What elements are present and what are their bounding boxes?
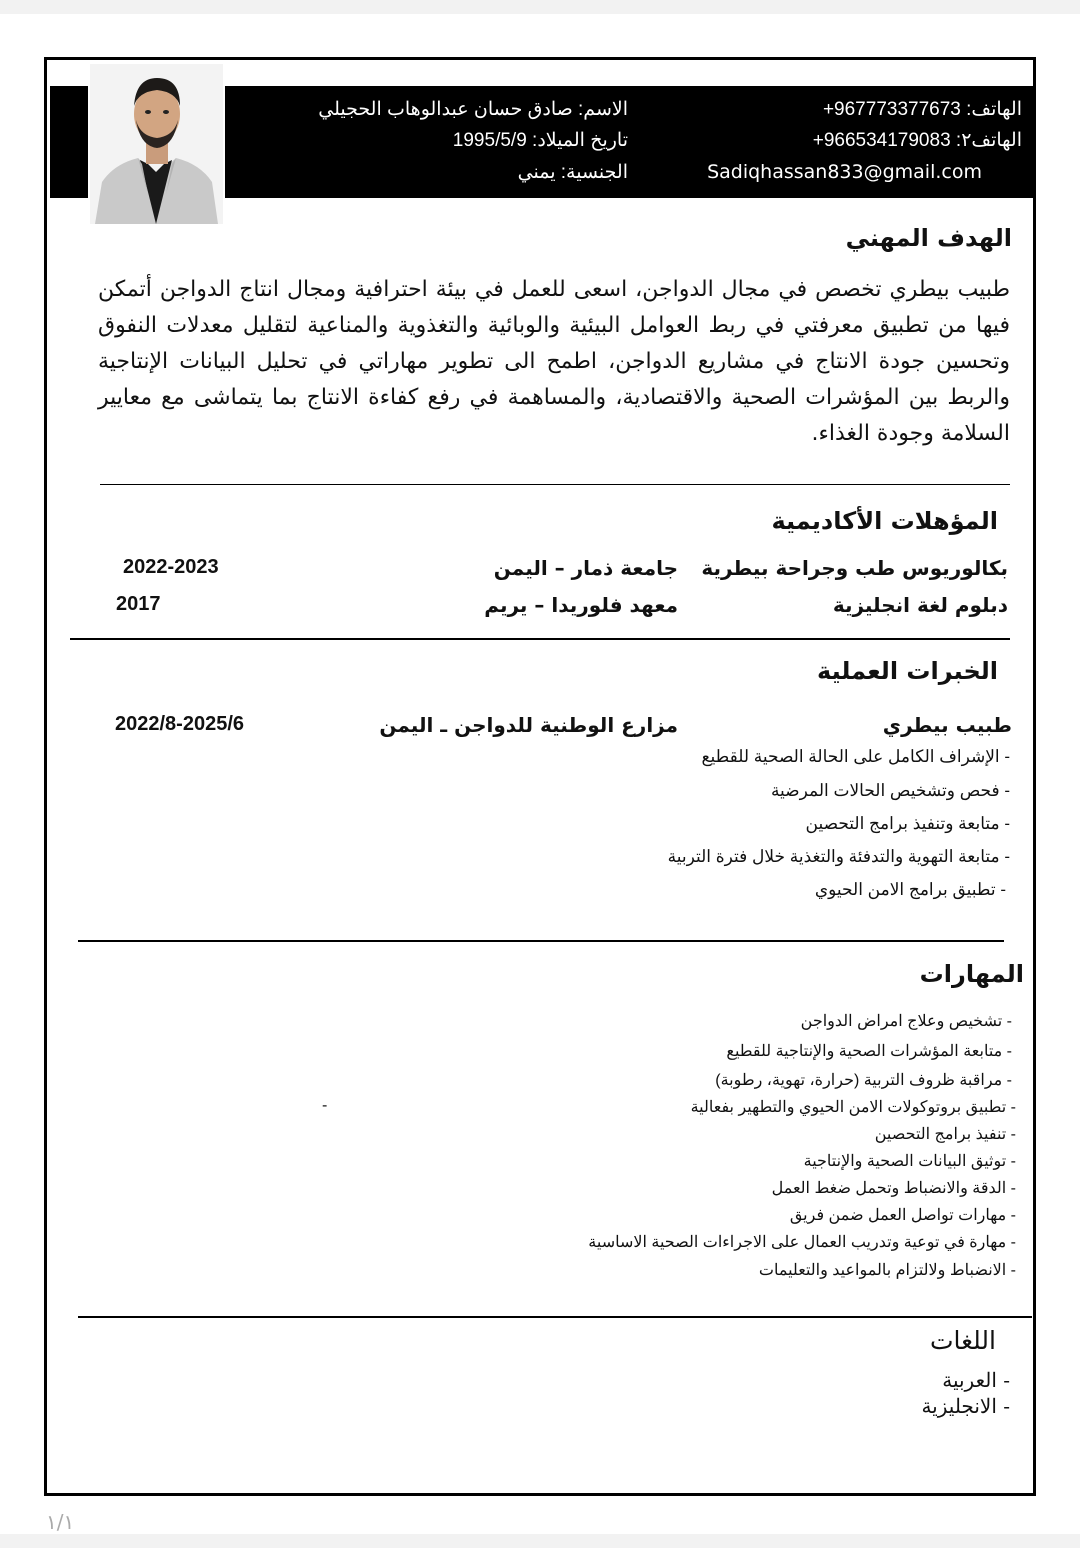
divider-4 — [78, 1316, 1032, 1318]
dob-value: 1995/5/9 — [452, 130, 527, 151]
experience-duty-5: - تطبيق برامج الامن الحيوي — [814, 880, 1006, 899]
divider-2 — [70, 638, 1010, 640]
name-line — [318, 98, 628, 121]
phone2-line — [813, 129, 1022, 152]
name-label: الاسم: — [578, 99, 628, 120]
experience-duty-4: - متابعة التهوية والتدفئة والتغذية خلال فترة التربية — [667, 847, 1010, 866]
nationality-line — [518, 161, 628, 184]
skill-item-5: - تنفيذ برامج التحصين — [874, 1126, 1016, 1143]
education-degree-2: دبلوم لغة انجليزية — [832, 593, 1008, 617]
objective-heading: الهدف المهني — [845, 224, 1012, 252]
phone1-label: الهاتف: — [966, 99, 1022, 120]
portrait-illustration — [90, 64, 223, 224]
phone2-value: +966534179083 — [812, 130, 951, 151]
divider-1 — [100, 484, 1010, 485]
name-value: صادق حسان عبدالوهاب الحجيلي — [318, 99, 573, 120]
dob-line — [453, 129, 628, 152]
phone1-line — [823, 98, 1022, 121]
language-item-2: - الانجليزية — [921, 1394, 1010, 1418]
divider-3 — [78, 940, 1004, 942]
page-number: ١/١ — [46, 1510, 75, 1534]
objective-text: طبيب بيطري تخصص في مجال الدواجن، اسعى للعمل في بيئة احترافية ومجال انتاج الدواجن أتمكن فيها من تطبيق معرفتي في ربط العوامل البيئية والوبائية والتغذوية والمناعية لتقليل معدلات النفوق وتحسين جودة الانتاج في مشاريع الدواجن، اطمح الى تطوير مهاراتي في تحليل البيانات الإنتاجية والربط بين المؤشرات الصحية والاقتصادية، والمساهمة في رفع كفاءة الانتاج بما يتماشى مع معايير السلامة وجودة الغذاء. — [98, 277, 1010, 446]
skill-item-3: - مراقبة ظروف التربية (حرارة، تهوية، رطوبة) — [715, 1072, 1012, 1089]
skill-item-7: - الدقة والانضباط وتحمل ضغط العمل — [771, 1180, 1016, 1197]
skill-item-9: - مهارة في توعية وتدريب العمال على الاجراءات الصحية الاساسية — [588, 1234, 1016, 1251]
skill-stray-mark: - — [322, 1097, 328, 1114]
dob-label: تاريخ الميلاد: — [532, 130, 628, 151]
profile-photo — [90, 64, 223, 224]
experience-heading: الخبرات العملية — [817, 657, 998, 685]
experience-company: مزارع الوطنية للدواجن ـ اليمن — [379, 713, 678, 737]
phone2-label: الهاتف٢: — [955, 130, 1022, 151]
experience-title: طبيب بيطري — [882, 713, 1012, 737]
education-heading: المؤهلات الأكاديمية — [771, 507, 998, 535]
phone1-value: +967773377673 — [822, 99, 961, 120]
experience-duty-2: - فحص وتشخيص الحالات المرضية — [770, 781, 1010, 800]
skills-heading: المهارات — [919, 960, 1024, 988]
language-item-1: - العربية — [942, 1368, 1010, 1392]
skill-item-6: - توثيق البيانات الصحية والإنتاجية — [803, 1153, 1016, 1170]
skill-item-4: - تطبيق بروتوكولات الامن الحيوي والتطهير بفعالية — [690, 1099, 1016, 1116]
nationality-label: الجنسية: — [560, 162, 628, 183]
languages-heading: اللغات — [929, 1326, 996, 1355]
skill-item-8: - مهارات تواصل العمل ضمن فريق — [789, 1207, 1016, 1224]
education-institution-1: جامعة ذمار – اليمن — [493, 556, 678, 580]
experience-period: 2022/8-2025/6 — [115, 713, 245, 735]
experience-duty-3: - متابعة وتنفيذ برامج التحصين — [805, 814, 1010, 833]
skill-item-2: - متابعة المؤشرات الصحية والإنتاجية للقطيع — [726, 1043, 1012, 1060]
education-institution-2: معهد فلوريدا – يريم — [484, 593, 678, 617]
education-degree-1: بكالوريوس طب وجراحة بيطرية — [701, 556, 1008, 580]
experience-duty-1: - الإشراف الكامل على الحالة الصحية للقطيع — [701, 747, 1010, 766]
skill-item-10: - الانضباط ولالتزام بالمواعيد والتعليمات — [758, 1262, 1016, 1279]
nationality-value: يمني — [517, 162, 556, 183]
email-text: Sadiqhassan833@gmail.com — [707, 161, 982, 183]
education-years-1: 2022-2023 — [123, 556, 219, 578]
education-years-2: 2017 — [116, 593, 161, 615]
skill-item-1: - تشخيص وعلاج امراض الدواجن — [800, 1013, 1012, 1030]
